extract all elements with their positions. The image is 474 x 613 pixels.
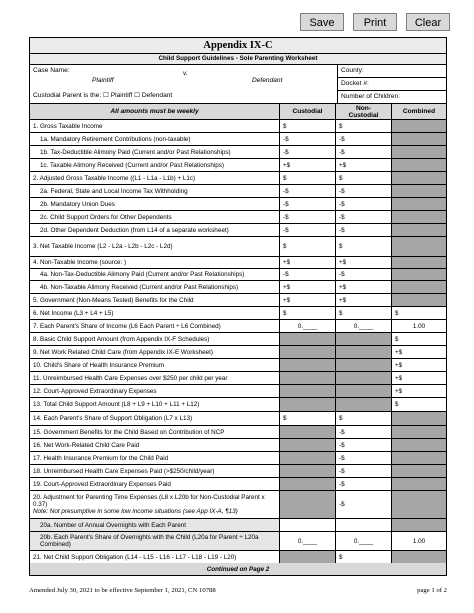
non-custodial-cell[interactable]: -$ — [336, 185, 392, 197]
row-label: 17. Health Insurance Premium for the Child Paid — [30, 452, 280, 464]
custodial-cell — [280, 385, 336, 397]
combined-cell — [392, 133, 446, 145]
combined-cell — [392, 551, 446, 563]
non-custodial-cell[interactable]: $ — [336, 551, 392, 563]
combined-cell[interactable]: 1.00 — [412, 322, 426, 330]
table-row — [30, 307, 446, 320]
custodial-cell — [280, 398, 336, 411]
combined-cell — [392, 294, 446, 306]
combined-cell — [392, 412, 446, 425]
header-amounts: All amounts must be weekly — [30, 104, 280, 119]
save-button[interactable]: Save — [300, 13, 344, 31]
table-row — [30, 257, 446, 269]
combined-cell — [392, 159, 446, 171]
custodial-cell[interactable]: $ — [280, 237, 336, 256]
non-custodial-cell — [336, 385, 392, 397]
case-name-label[interactable]: Case Name: — [33, 67, 70, 74]
non-custodial-cell[interactable]: +$ — [336, 281, 392, 293]
custodial-cell — [280, 551, 336, 563]
custodial-cell[interactable]: -$ — [280, 224, 336, 236]
row-label: 16. Net Work-Related Child Care Paid — [30, 439, 280, 451]
non-custodial-cell[interactable]: -$ — [336, 198, 392, 210]
non-custodial-cell[interactable]: -$ — [336, 452, 392, 464]
non-custodial-cell[interactable]: $ — [336, 307, 392, 319]
row-label: 20b. Each Parent's Share of Overnights with the Child (L20a for Parent ÷ L20a Combined) — [30, 532, 280, 550]
table-row — [30, 532, 446, 551]
non-custodial-cell[interactable]: $ — [336, 172, 392, 184]
children-field[interactable]: Number of Children: — [341, 93, 401, 100]
combined-cell[interactable]: +$ — [395, 387, 403, 395]
row-label: 4. Non-Taxable Income (source: ) — [30, 257, 280, 268]
row-label: 3. Net Taxable Income (L2 - L2a - L2b - L2c - L2d) — [30, 237, 280, 256]
table-row — [30, 439, 446, 452]
defendant-label: Defendant — [252, 77, 283, 84]
non-custodial-cell[interactable]: -$ — [336, 439, 392, 451]
row-label: 15. Government Benefits for the Child Based on Contribution of NCP — [30, 426, 280, 438]
non-custodial-cell[interactable]: -$ — [336, 211, 392, 223]
worksheet-form — [29, 37, 447, 576]
custodial-parent-label[interactable]: Custodial Parent is the: ☐ Plaintiff ☐ Defendant — [33, 92, 173, 99]
combined-cell — [392, 269, 446, 280]
combined-cell — [392, 146, 446, 158]
toolbar — [300, 13, 450, 31]
non-custodial-cell[interactable]: -$ — [336, 478, 392, 490]
custodial-cell — [280, 491, 336, 518]
combined-cell[interactable]: +$ — [395, 361, 403, 369]
row-label: 2b. Mandatory Union Dues — [30, 198, 280, 210]
county-field[interactable]: County: — [338, 65, 446, 78]
table-row — [30, 211, 446, 224]
header-combined: Combined — [402, 108, 436, 115]
non-custodial-cell[interactable]: 0.____ — [336, 320, 392, 332]
non-custodial-cell — [336, 359, 392, 371]
custodial-cell — [280, 359, 336, 371]
non-custodial-cell[interactable]: -$ — [336, 491, 392, 518]
table-row — [30, 452, 446, 465]
table-row — [30, 398, 446, 412]
non-custodial-cell[interactable]: $ — [336, 412, 392, 425]
table-row — [30, 269, 446, 281]
non-custodial-cell[interactable]: +$ — [336, 257, 392, 268]
table-row — [30, 465, 446, 478]
custodial-cell — [280, 426, 336, 438]
non-custodial-cell — [336, 333, 392, 345]
table-row — [30, 133, 446, 146]
row-label: 18. Unreimbursed Health Care Expenses Paid (>$250/child/year) — [30, 465, 280, 477]
table-row — [30, 159, 446, 172]
table-row — [30, 359, 446, 372]
combined-cell — [392, 237, 446, 256]
case-info — [30, 65, 446, 104]
non-custodial-cell[interactable]: -$ — [336, 426, 392, 438]
clear-button[interactable]: Clear — [406, 13, 450, 31]
row-note: Note: Not presumptive in some low income situations (see App IX-A, ¶13) — [33, 508, 238, 515]
case-info-left — [30, 65, 338, 103]
combined-cell — [392, 478, 446, 490]
custodial-cell[interactable]: +$ — [280, 294, 336, 306]
custodial-cell — [280, 452, 336, 464]
row-label — [30, 491, 280, 518]
custodial-cell[interactable]: +$ — [280, 159, 336, 171]
row-label: 1a. Mandatory Retirement Contributions (non-taxable) — [30, 133, 280, 145]
row-label: 13. Total Child Support Amount (L8 + L9 + L10 + L11 + L12) — [30, 398, 280, 411]
case-info-right — [338, 65, 446, 103]
combined-cell — [392, 426, 446, 438]
custodial-cell[interactable]: 0.____ — [280, 320, 336, 332]
custodial-cell[interactable]: -$ — [280, 133, 336, 145]
non-custodial-cell[interactable]: -$ — [336, 133, 392, 145]
custodial-cell[interactable]: -$ — [280, 269, 336, 280]
non-custodial-cell[interactable]: -$ — [336, 224, 392, 236]
combined-cell — [392, 465, 446, 477]
table-row — [30, 478, 446, 491]
table-row — [30, 372, 446, 385]
table-row — [30, 385, 446, 398]
custodial-cell — [280, 478, 336, 490]
table-row — [30, 281, 446, 294]
custodial-cell[interactable]: -$ — [280, 198, 336, 210]
custodial-cell — [280, 333, 336, 345]
table-row — [30, 346, 446, 359]
combined-cell[interactable]: 1.00 — [412, 537, 426, 545]
custodial-cell[interactable]: $ — [280, 307, 336, 319]
table-row — [30, 172, 446, 185]
custodial-cell — [280, 439, 336, 451]
table-row — [30, 491, 446, 519]
header-custodial: Custodial — [280, 104, 336, 119]
custodial-cell[interactable]: -$ — [280, 185, 336, 197]
row-label: 12. Court-Approved Extraordinary Expenses — [30, 385, 280, 397]
row-label: 4a. Non-Tax-Deductible Alimony Paid (Current and/or Past Relationships) — [30, 269, 280, 280]
combined-cell[interactable]: +$ — [395, 374, 403, 382]
combined-cell[interactable]: +$ — [395, 348, 403, 356]
table-row — [30, 551, 446, 563]
combined-cell — [392, 257, 446, 268]
custodial-cell[interactable]: -$ — [280, 211, 336, 223]
custodial-cell[interactable]: $ — [280, 172, 336, 184]
table-row — [30, 146, 446, 159]
print-button[interactable]: Print — [353, 13, 397, 31]
combined-cell — [392, 185, 446, 197]
row-label: 1b. Tax-Deductible Alimony Paid (Current and/or Past Relationships) — [30, 146, 280, 158]
table-row — [30, 320, 446, 333]
row-label: 9. Net Work Related Child Care (from Appendix IX-E Worksheet) — [30, 346, 280, 358]
non-custodial-cell[interactable]: +$ — [336, 159, 392, 171]
combined-cell — [392, 439, 446, 451]
non-custodial-cell — [336, 346, 392, 358]
v-label: v. — [183, 70, 188, 77]
non-custodial-cell[interactable]: 0.____ — [336, 532, 392, 550]
custodial-cell[interactable]: +$ — [280, 257, 336, 268]
row-label: 14. Each Parent's Share of Support Obligation (L7 x L13) — [30, 412, 280, 425]
table-row — [30, 426, 446, 439]
row-label: 5. Government (Non-Means Tested) Benefits for the Child — [30, 294, 280, 306]
continued-label: Continued on Page 2 — [30, 563, 446, 575]
custodial-cell[interactable]: $ — [280, 412, 336, 425]
custodial-cell[interactable]: $ — [280, 120, 336, 132]
combined-cell[interactable]: $ — [395, 335, 399, 343]
row-label: 10. Child's Share of Health Insurance Premium — [30, 359, 280, 371]
non-custodial-cell — [336, 372, 392, 384]
footer-amended: Amended July 30, 2021 to be effective September 1, 2021, CN 10788 — [29, 587, 216, 594]
custodial-cell[interactable]: -$ — [280, 146, 336, 158]
row-label-text: 20. Adjustment for Parenting Time Expenses (L8 x L20b for Non-Custodial Parent x 0.37) — [33, 494, 265, 508]
custodial-cell[interactable] — [280, 519, 336, 531]
table-row — [30, 120, 446, 133]
row-label: 2a. Federal, State and Local Income Tax Withholding — [30, 185, 280, 197]
non-custodial-cell[interactable]: $ — [336, 237, 392, 256]
combined-cell — [392, 211, 446, 223]
row-label: 2c. Child Support Orders for Other Dependents — [30, 211, 280, 223]
table-row — [30, 519, 446, 532]
combined-cell — [392, 198, 446, 210]
combined-cell — [392, 120, 446, 132]
table-row — [30, 185, 446, 198]
combined-cell[interactable]: $ — [395, 401, 399, 408]
table-row — [30, 294, 446, 307]
row-label: 4b. Non-Taxable Alimony Received (Current and/or Past Relationships) — [30, 281, 280, 293]
custodial-cell — [280, 465, 336, 477]
form-subtitle: Child Support Guidelines - Sole Parenting Worksheet — [30, 54, 446, 65]
row-label: 8. Basic Child Support Amount (from Appendix IX-F Schedules) — [30, 333, 280, 345]
docket-field[interactable]: Docket #: — [338, 78, 446, 91]
table-row — [30, 412, 446, 426]
worksheet-rows — [30, 120, 446, 563]
plaintiff-label: Plaintiff — [92, 77, 114, 84]
row-label: 2. Adjusted Gross Taxable Income ((L1 - L1a - L1b) + L1c) — [30, 172, 280, 184]
non-custodial-cell[interactable]: $ — [336, 120, 392, 132]
combined-cell — [392, 519, 446, 531]
custodial-cell[interactable]: 0.____ — [280, 532, 336, 550]
non-custodial-cell — [336, 398, 392, 411]
form-title: Appendix IX-C — [30, 38, 446, 54]
row-label: 21. Net Child Support Obligation (L14 - L15 - L16 - L17 - L18 - L19 - L20) — [30, 551, 280, 563]
row-label: 11. Unreimbursed Health Care Expenses over $250 per child per year — [30, 372, 280, 384]
combined-cell — [392, 281, 446, 293]
table-row — [30, 333, 446, 346]
row-label: 7. Each Parent's Share of Income (L6 Each Parent ÷ L6 Combined) — [30, 320, 280, 332]
row-label: 6. Net Income (L3 + L4 + L5) — [30, 307, 280, 319]
table-row — [30, 224, 446, 237]
table-header — [30, 104, 446, 120]
combined-cell — [392, 452, 446, 464]
row-label: 19. Court-Approved Extraordinary Expenses Paid — [30, 478, 280, 490]
row-label: 2d. Other Dependent Deduction (from L14 of a separate worksheet) — [30, 224, 280, 236]
header-non-custodial: Non- Custodial — [336, 104, 392, 119]
non-custodial-cell[interactable]: -$ — [336, 146, 392, 158]
non-custodial-cell[interactable]: +$ — [336, 294, 392, 306]
row-label: 20a. Number of Annual Overnights with Each Parent — [30, 519, 280, 531]
custodial-cell[interactable]: +$ — [280, 281, 336, 293]
continued-row — [30, 563, 446, 575]
custodial-cell — [280, 346, 336, 358]
row-label: 1. Gross Taxable Income — [30, 120, 280, 132]
custodial-cell — [280, 372, 336, 384]
combined-cell[interactable]: $ — [395, 309, 399, 317]
combined-cell — [392, 172, 446, 184]
table-row — [30, 198, 446, 211]
combined-cell — [392, 224, 446, 236]
footer-page: page 1 of 2 — [417, 587, 447, 594]
non-custodial-cell[interactable]: -$ — [336, 269, 392, 280]
non-custodial-cell[interactable]: -$ — [336, 465, 392, 477]
non-custodial-cell[interactable] — [336, 519, 392, 531]
combined-cell — [392, 491, 446, 518]
row-label: 1c. Taxable Alimony Received (Current and/or Past Relationships) — [30, 159, 280, 171]
table-row — [30, 237, 446, 257]
